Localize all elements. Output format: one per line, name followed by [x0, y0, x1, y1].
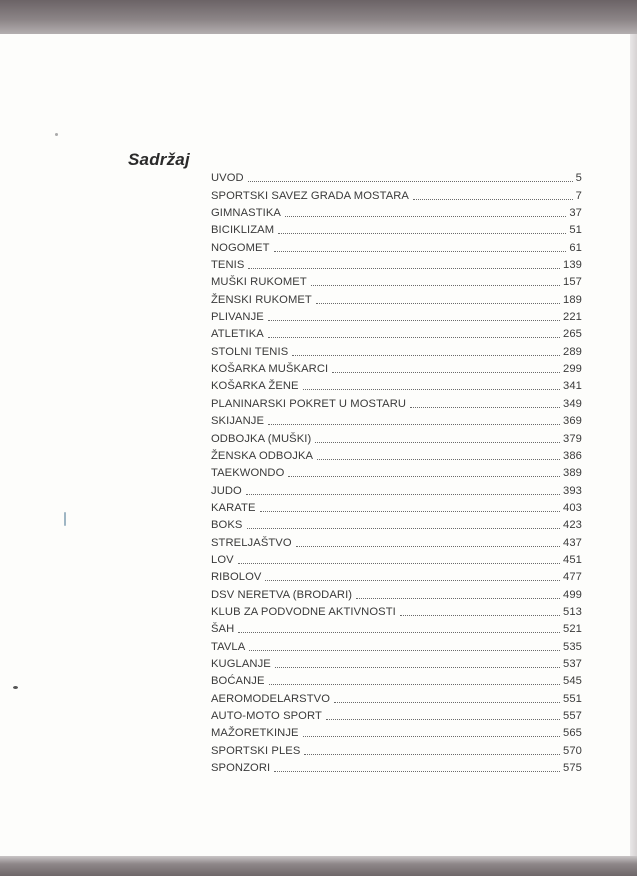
toc-entry-label: STOLNI TENIS	[211, 345, 289, 358]
toc-entry	[211, 237, 582, 254]
toc-dot-leader	[332, 372, 560, 373]
toc-entry-page-number: 535	[563, 640, 582, 653]
toc-entry-label: RIBOLOV	[211, 571, 262, 584]
toc-entry-page-number: 393	[563, 484, 582, 497]
toc-entry-label: UVOD	[211, 172, 244, 185]
toc-entry-page-number: 37	[569, 207, 582, 220]
toc-dot-leader	[274, 251, 567, 252]
toc-dot-leader	[317, 459, 560, 460]
toc-dot-leader	[265, 580, 560, 581]
toc-entry-label: TAEKWONDO	[211, 467, 285, 480]
toc-entry	[211, 480, 582, 497]
toc-entry-page-number: 545	[563, 675, 582, 688]
toc-dot-leader	[246, 494, 560, 495]
toc-entry-label: BOKS	[211, 519, 243, 532]
toc-entry-label: BICIKLIZAM	[211, 224, 275, 237]
page-edge	[630, 34, 637, 858]
toc-dot-leader	[334, 702, 560, 703]
toc-entry-page-number: 521	[563, 623, 582, 636]
toc-dot-leader	[356, 598, 560, 599]
toc-entry-label: TAVLA	[211, 640, 246, 653]
toc-entry-page-number: 7	[575, 189, 582, 202]
toc-entry-page-number: 139	[563, 259, 582, 272]
toc-dot-leader	[247, 528, 561, 529]
toc-entry-label: SPORTSKI PLES	[211, 744, 301, 757]
toc-entry-label: TENIS	[211, 259, 245, 272]
toc-dot-leader	[285, 216, 566, 217]
toc-entry	[211, 272, 582, 289]
toc-dot-leader	[249, 650, 560, 651]
toc-entry	[211, 532, 582, 549]
toc-dot-leader	[238, 632, 560, 633]
toc-entry	[211, 307, 582, 324]
toc-dot-leader	[400, 615, 560, 616]
toc-entry	[211, 498, 582, 515]
toc-dot-leader	[288, 476, 560, 477]
toc-entry-label: STRELJAŠTVO	[211, 536, 292, 549]
toc-entry-page-number: 565	[563, 727, 582, 740]
toc-entry-label: ATLETIKA	[211, 328, 264, 341]
toc-entry-label: JUDO	[211, 484, 242, 497]
toc-entry-label: PLIVANJE	[211, 311, 264, 324]
toc-entry-page-number: 299	[563, 363, 582, 376]
toc-entry-label: SPORTSKI SAVEZ GRADA MOSTARA	[211, 189, 409, 202]
toc-dot-leader	[274, 771, 560, 772]
toc-entry-page-number: 386	[563, 449, 582, 462]
toc-entry	[211, 723, 582, 740]
toc-entry-label: AUTO-MOTO SPORT	[211, 710, 322, 722]
toc-entry-label: ODBOJKA (MUŠKI)	[211, 432, 312, 445]
toc-entry	[211, 619, 582, 636]
toc-entry-page-number: 551	[563, 692, 582, 705]
toc-entry-label: MUŠKI RUKOMET	[211, 276, 307, 289]
toc-entry	[211, 550, 582, 567]
toc-entry	[211, 602, 582, 619]
toc-entry	[211, 220, 582, 237]
toc-dot-leader	[315, 442, 560, 443]
toc-entry	[211, 289, 582, 306]
toc-entry-page-number: 389	[563, 467, 582, 480]
toc-entry-label: KOŠARKA MUŠKARCI	[211, 363, 329, 376]
scan-top-shadow	[0, 0, 637, 36]
toc-entry	[211, 185, 582, 202]
toc-entry-label: NOGOMET	[211, 241, 270, 254]
toc-dot-leader	[326, 719, 560, 720]
toc-entry	[211, 446, 582, 463]
toc-entry-page-number: 289	[563, 345, 582, 358]
toc-entry	[211, 324, 582, 341]
toc-entry	[211, 758, 582, 775]
toc-entry-label: SPONZORI	[211, 762, 271, 775]
toc-dot-leader	[278, 233, 566, 234]
toc-entry-page-number: 379	[563, 432, 582, 445]
toc-entry-page-number: 451	[563, 553, 582, 566]
toc-entry	[211, 671, 582, 688]
toc-dot-leader	[413, 199, 573, 200]
toc-entry-page-number: 265	[563, 328, 582, 341]
toc-entry-label: ŽENSKA ODBOJKA	[211, 449, 314, 462]
toc-entry-page-number: 513	[563, 605, 582, 618]
toc-dot-leader	[238, 563, 560, 564]
toc-entry	[211, 463, 582, 480]
toc-entry-label: KOŠARKA ŽENE	[211, 380, 299, 393]
toc-dot-leader	[269, 684, 560, 685]
toc-entry	[211, 584, 582, 601]
toc-entry	[211, 341, 582, 358]
toc-entry-label: GIMNASTIKA	[211, 207, 281, 220]
toc-entry-page-number: 61	[569, 241, 582, 254]
toc-entry	[211, 393, 582, 410]
scan-speck	[55, 133, 58, 136]
toc-dot-leader	[296, 546, 560, 547]
toc-entry-page-number: 5	[575, 172, 582, 185]
toc-entry	[211, 428, 582, 445]
toc-entry	[211, 567, 582, 584]
toc-entry	[211, 411, 582, 428]
scan-speck	[64, 512, 66, 526]
toc-entry	[211, 255, 582, 272]
toc-dot-leader	[260, 511, 561, 512]
toc-entry-page-number: 51	[569, 224, 582, 237]
scan-bottom-shadow	[0, 856, 637, 876]
toc-entry-page-number: 570	[563, 744, 582, 757]
page-title: Sadržaj	[128, 150, 190, 169]
toc-entry	[211, 654, 582, 671]
toc-entry-label: MAŽORETKINJE	[211, 727, 299, 740]
toc-dot-leader	[268, 337, 560, 338]
toc-dot-leader	[275, 667, 560, 668]
toc-dot-leader	[303, 389, 560, 390]
toc-entry-page-number: 537	[563, 657, 582, 670]
toc-entry-label: BOĆANJE	[211, 675, 265, 688]
toc-entry-label: PLANINARSKI POKRET U MOSTARU	[211, 397, 407, 410]
toc-entry-label: DSV NERETVA (BRODARI)	[211, 588, 353, 601]
toc-entry-label: KLUB ZA PODVODNE AKTIVNOSTI	[211, 605, 396, 618]
toc-entry-page-number: 403	[563, 501, 582, 514]
toc-entry	[211, 636, 582, 653]
toc-entry-label: ŽENSKI RUKOMET	[211, 293, 312, 306]
toc-entry-page-number: 349	[563, 397, 582, 410]
toc-dot-leader	[410, 407, 560, 408]
toc-dot-leader	[311, 285, 560, 286]
toc-entry	[211, 688, 582, 705]
toc-entry-page-number: 437	[563, 536, 582, 549]
toc-entry-label: KUGLANJE	[211, 657, 271, 670]
toc-entry-page-number: 189	[563, 293, 582, 306]
toc-entry-page-number: 221	[563, 311, 582, 324]
toc-dot-leader	[303, 736, 560, 737]
toc-dot-leader	[268, 424, 560, 425]
toc-entry	[211, 740, 582, 757]
toc-entry-page-number: 499	[563, 588, 582, 601]
toc-entry	[211, 515, 582, 532]
toc-entry-label: ŠAH	[211, 623, 235, 636]
toc-entry-page-number: 477	[563, 571, 582, 584]
toc-dot-leader	[248, 268, 560, 269]
toc-dot-leader	[304, 754, 560, 755]
toc-entry	[211, 203, 582, 220]
toc-entry	[211, 168, 582, 185]
scan-speck	[13, 686, 18, 689]
toc-dot-leader	[316, 303, 560, 304]
toc-entry-page-number: 575	[563, 762, 582, 775]
toc-entry-page-number: 341	[563, 380, 582, 393]
toc-entry	[211, 376, 582, 393]
toc-entry	[211, 359, 582, 376]
toc-entry-page-number: 557	[563, 710, 582, 722]
toc-entry-page-number: 369	[563, 415, 582, 428]
toc-entry-label: LOV	[211, 553, 234, 566]
toc-entry	[211, 706, 582, 723]
toc-entry-label: KARATE	[211, 501, 256, 514]
toc-entry-page-number: 157	[563, 276, 582, 289]
toc-dot-leader	[248, 181, 573, 182]
toc-entry-label: AEROMODELARSTVO	[211, 692, 330, 705]
toc-entry-page-number: 423	[563, 519, 582, 532]
table-of-contents	[211, 168, 582, 775]
toc-dot-leader	[292, 355, 560, 356]
toc-entry-label: SKIJANJE	[211, 415, 265, 428]
toc-dot-leader	[268, 320, 560, 321]
